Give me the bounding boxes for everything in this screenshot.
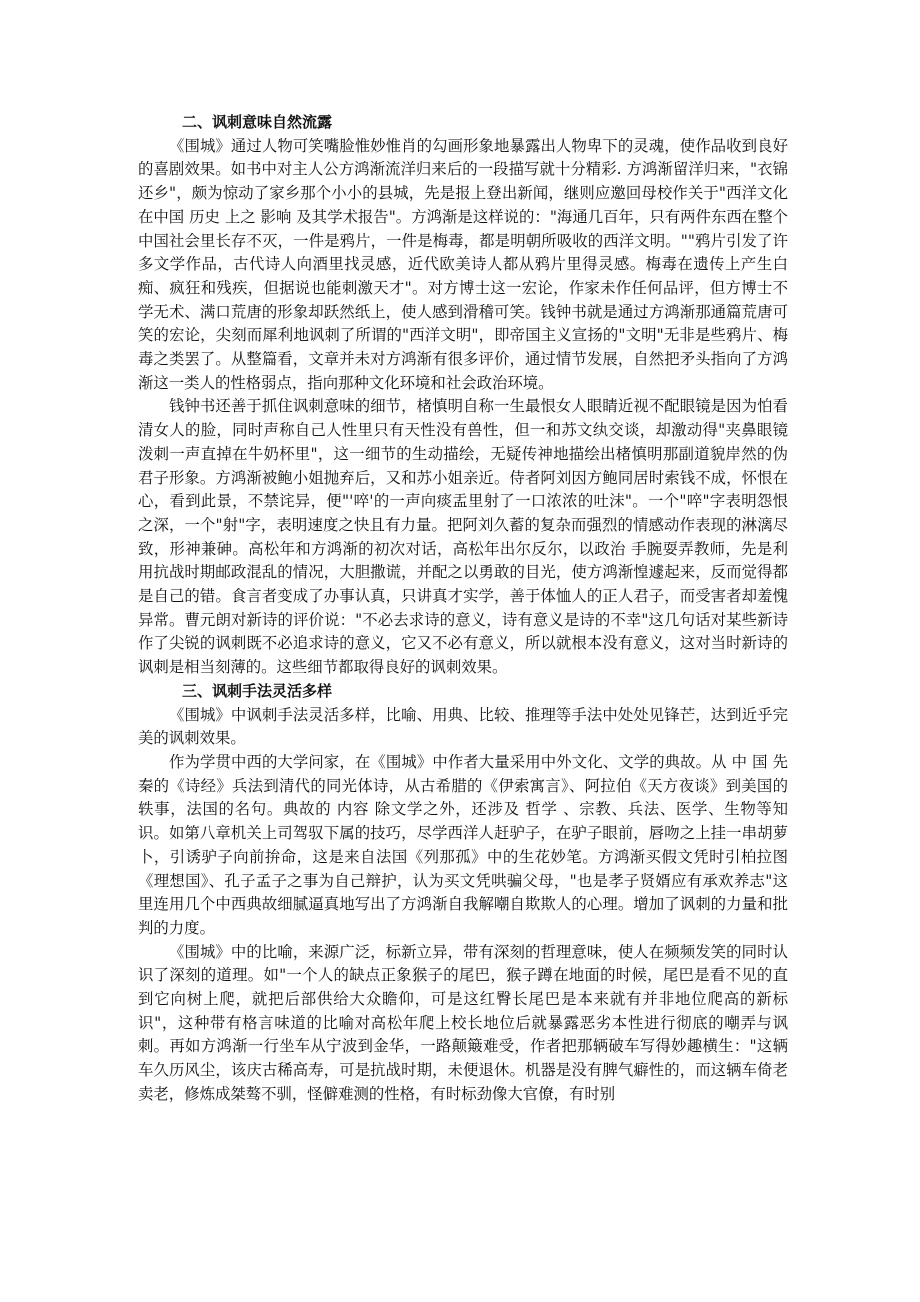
paragraph: 《围城》中讽刺手法灵活多样，比喻、用典、比较、推理等手法中处处见锋芒，达到近乎完美的讽刺效果。	[138, 705, 788, 748]
paragraph: 《围城》中的比喻，来源广泛，标新立异，带有深刻的哲理意味，使人在频频发笑的同时认识了深刻的道理。如"一个人的缺点正象猴子的尾巴，猴子蹲在地面的时候，尾巴是看不见的直到它向树上爬，就把后部供给大众瞻仰，可是这红臀长尾巴是本来就有并非地位爬高的新标识"，这种带有格言味道的比喻对高松年爬上校长地位后就暴露恶劣本性进行彻底的嘲弄与讽刺。再如方鸿渐一行坐车从宁波到金华，一路颠簸难受，作者把那辆破车写得妙趣横生："这辆车久历风尘，该庆古稀高寿，可是抗战时期，未便退休。机器是没有脾气癖性的，而这辆车倚老卖老，修炼成桀骜不驯，怪僻难测的性格，有时标劲像大官僚，有时别	[138, 942, 788, 1103]
paragraph: 钱钟书还善于抓住讽刺意味的细节，楮慎明自称一生最恨女人眼睛近视不配眼镜是因为怕看清女人的脸，同时声称自己人性里只有天性没有兽性，但一和苏文纨交谈，却激动得"夹鼻眼镜泼刺一声直掉在牛奶杯里"，这一细节的生动描绘，无疑传神地描绘出楮慎明那副道貌岸然的伪君子形象。方鸿渐被鲍小姐抛弃后，又和苏小姐亲近。侍者阿刘因方鲍同居时索钱不成，怀恨在心，看到此景，不禁诧异，便"'啐'的一声向痰盂里射了一口浓浓的吐沫"。一个"啐"字表明怨恨之深，一个"射"字，表明速度之快且有力量。把阿刘久蓄的复杂而强烈的情感动作表现的淋漓尽致，形神兼砷。高松年和方鸿渐的初次对话，高松年出尔反尔，以政治 手腕耍弄教师，先是利用抗战时期邮政混乱的情况，大胆撒谎，并配之以勇敢的目光，使方鸿渐惶遽起来，反而觉得都是自己的错。食言者变成了办事认真，只讲真才实学，善于体恤人的正人君子，而受害者却羞愧异常。曹元朗对新诗的评价说："不必去求诗的意义，诗有意义是诗的不幸"这几句话对某些新诗作了尖锐的讽刺既不必追求诗的意义，它又不必有意义，所以就根本没有意义，这对当时新诗的讽刺是相当刻薄的。这些细节都取得良好的讽刺效果。	[138, 397, 788, 677]
section-heading-satire-natural: 二、讽刺意味自然流露	[182, 113, 333, 131]
paragraph: 《围城》通过人物可笑嘴脸惟妙惟肖的勾画形象地暴露出人物卑下的灵魂，使作品收到良好的喜剧效果。如书中对主人公方鸿渐流洋归来后的一段描写就十分精彩. 方鸿渐留洋归来，"衣锦还乡"，颇为惊动了家乡那个小小的县城，先是报上登出新闻，继则应邀回母校作关于"西洋文化在中国 历史 上之 影响 及其学术报告"。方鸿渐是这样说的："海通几百年，只有两件东西在整个中国社会里长存不灭，一件是鸦片，一件是梅毒，都是明朝所吸收的西洋文明。""鸦片引发了许多文学作品，古代诗人向酒里找灵感，近代欧美诗人都从鸦片里得灵感。梅毒在遗传上产生白痴、疯狂和残疾，但据说也能刺激天才"。对方博士这一宏论，作家未作任何品评，但方博士不学无术、满口荒唐的形象却跃然纸上，使人感到滑稽可笑。钱钟书就是通过方鸿渐那通篇荒唐可笑的宏论，尖刻而犀利地讽刺了所谓的"西洋文明"，即帝国主义宣扬的"文明"无非是些鸦片、梅毒之类罢了。从整篇看，文章并未对方鸿渐有很多评价，通过情节发展，自然把矛头指向了方鸿渐这一类人的性格弱点，指向那种文化环境和社会政治环境。	[138, 136, 788, 392]
document-page	[138, 111, 788, 1107]
section-heading-satire-techniques: 三、讽刺手法灵活多样	[182, 681, 333, 700]
paragraph: 作为学贯中西的大学问家，在《围城》中作者大量采用中外文化、文学的典故。从 中 国 先秦的《诗经》兵法到清代的同光体诗，从古希腊的《伊索寓言》、阿拉伯《天方夜谈》到美国的轶事，法国的名句。典故的 内容 除文学之外，还涉及 哲学 、宗教、兵法、医学、生物等知识。如第八章机关上司驾驭下属的技巧，尽学西洋人赶驴子，在驴子眼前，唇吻之上挂一串胡萝卜，引诱驴子向前拚命，这是来自法国《列那孤》中的生花妙笔。方鸿渐买假文凭时引柏拉图《理想国》、孔子孟子之事为自己辩护，认为买文凭哄骗父母，"也是孝子贤婿应有承欢养志"这里连用几个中西典故细腻逼真地写出了方鸿渐自我解嘲自欺欺人的心理。增加了讽刺的力量和批判的力度。	[138, 752, 788, 937]
